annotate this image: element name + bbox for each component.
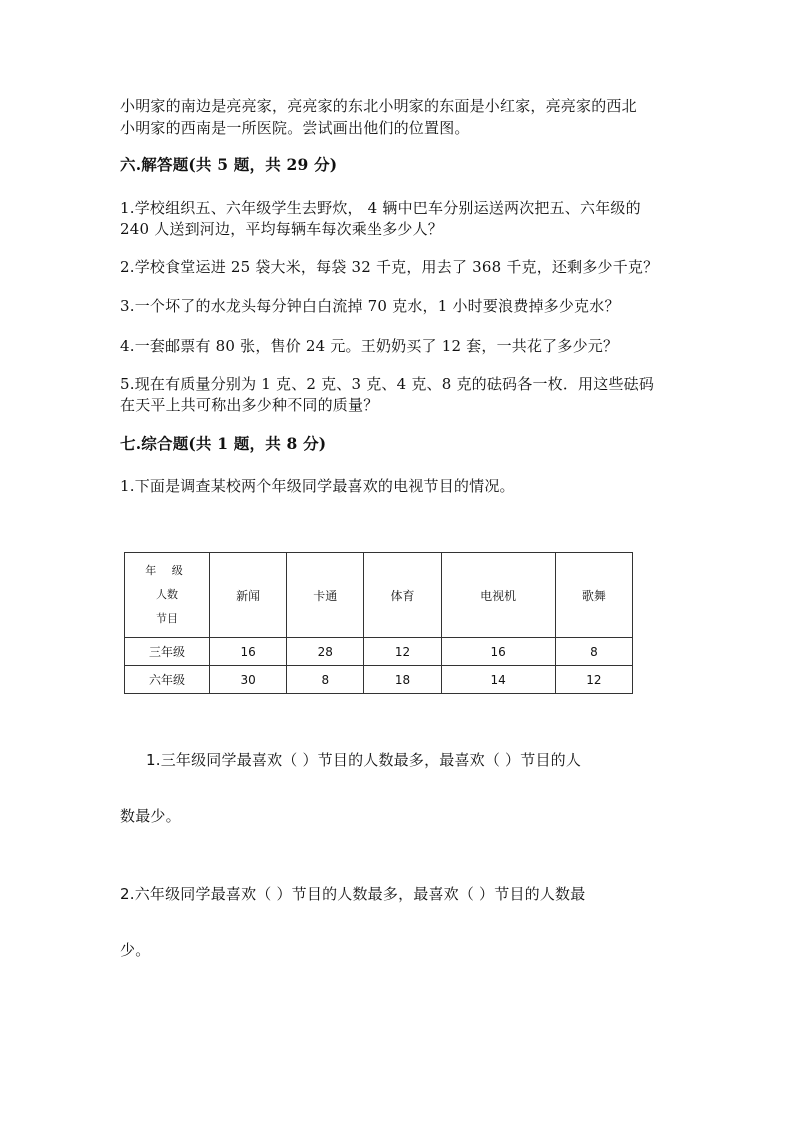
question-1-line-2: 240 人送到河边，平均每辆车每次乘坐多少人？	[120, 220, 444, 238]
table-row	[125, 666, 633, 694]
intro-line-1: 小明家的南边是亮亮家，亮亮家的东北小明家的东面是小红家，亮亮家的西北	[120, 97, 637, 115]
table-header-row	[125, 553, 633, 638]
table-corner-cell	[125, 553, 210, 638]
subquestion-2-line-2: 少。	[120, 941, 151, 959]
corner-grade-label: 年 级	[145, 564, 189, 577]
subquestion-1-line-2: 数最少。	[120, 807, 181, 825]
question-2: 2.学校食堂运进 25 袋大米，每袋 32 千克，用去了 368 千克，还剩多少千克？	[120, 258, 659, 276]
section-7-question-1: 1.下面是调查某校两个年级同学最喜欢的电视节目的情况。	[120, 477, 515, 495]
row-label: 六年级	[125, 666, 210, 694]
column-header: 体育	[364, 553, 441, 638]
section-7-heading: 七.综合题(共 1 题，共 8 分)	[120, 434, 327, 453]
table-cell: 28	[287, 638, 364, 666]
question-1-line-1: 1.学校组织五、六年级学生去野炊， 4 辆中巴车分别运送两次把五、六年级的	[120, 199, 641, 217]
column-header: 电视机	[441, 553, 555, 638]
question-3: 3.一个坏了的水龙头每分钟白白流掉 70 克水，1 小时要浪费掉多少克水？	[120, 297, 620, 315]
table-cell: 30	[210, 666, 287, 694]
intro-line-2: 小明家的西南是一所医院。尝试画出他们的位置图。	[120, 119, 470, 137]
subquestion-1-line-1: 1.三年级同学最喜欢（ ）节目的人数最多，最喜欢（ ）节目的人	[146, 751, 582, 769]
table-cell: 14	[441, 666, 555, 694]
column-header: 歌舞	[555, 553, 632, 638]
column-header: 新闻	[210, 553, 287, 638]
table-row	[125, 638, 633, 666]
table-cell: 16	[210, 638, 287, 666]
table-cell: 18	[364, 666, 441, 694]
table-cell: 8	[287, 666, 364, 694]
question-5-line-2: 在天平上共可称出多少种不同的质量？	[120, 396, 379, 414]
corner-program-label: 节目	[156, 612, 178, 625]
section-6-heading: 六.解答题(共 5 题，共 29 分)	[120, 155, 338, 174]
corner-count-label: 人数	[156, 588, 178, 601]
subquestion-2-line-1: 2.六年级同学最喜欢（ ）节目的人数最多，最喜欢（ ）节目的人数最	[120, 885, 586, 903]
row-label: 三年级	[125, 638, 210, 666]
question-4: 4.一套邮票有 80 张，售价 24 元。王奶奶买了 12 套，一共花了多少元？	[120, 337, 619, 355]
question-5-line-1: 5.现在有质量分别为 1 克、2 克、3 克、4 克、8 克的砝码各一枚．用这些砝码	[120, 375, 655, 393]
table-cell: 8	[555, 638, 632, 666]
table-cell: 12	[364, 638, 441, 666]
table-cell: 12	[555, 666, 632, 694]
column-header: 卡通	[287, 553, 364, 638]
table-cell: 16	[441, 638, 555, 666]
tv-survey-table	[124, 552, 633, 694]
